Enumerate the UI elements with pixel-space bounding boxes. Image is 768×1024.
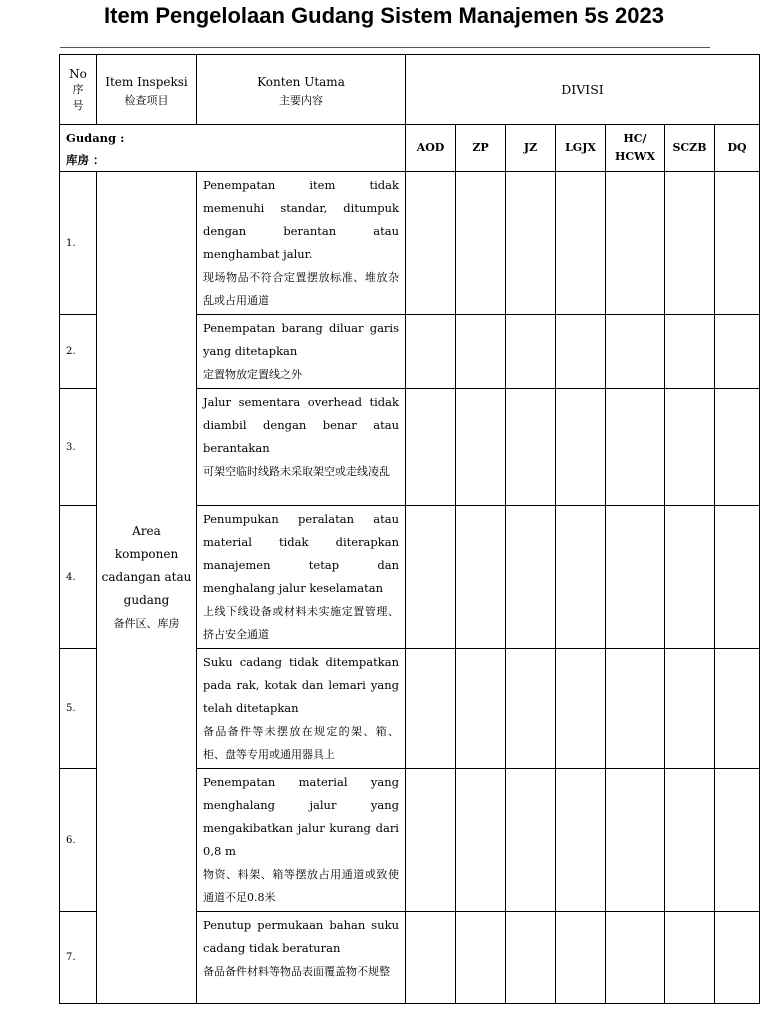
division-check-cell[interactable] [456,769,506,912]
konten-zh: 主要内容 [279,93,323,107]
konten-text-zh: 可架空临时线路未采取架空或走线凌乱 [203,465,390,478]
konten-text-zh: 现场物品不符合定置摆放标准、堆放杂乱或占用通道 [203,271,399,307]
division-check-cell[interactable] [506,172,556,315]
gudang-label-zh: 库房 ： [66,153,105,167]
division-check-cell[interactable] [556,912,606,1004]
konten-text: Penempatan material yang menghalang jalur yang mengakibatkan jalur kurang dari 0,8 m [203,775,399,858]
division-check-cell[interactable] [556,649,606,769]
konten-text: Penempatan barang diluar garis yang ditetapkan [203,321,399,358]
division-check-cell[interactable] [556,769,606,912]
konten-text: Penempatan item tidak memenuhi standar, ditumpuk dengan berantan atau menghambat jalur. [203,178,399,261]
konten-cell [197,389,406,506]
division-check-cell[interactable] [456,172,506,315]
row-number: 4. [60,506,97,649]
division-check-cell[interactable] [556,389,606,506]
division-check-cell[interactable] [606,389,665,506]
no-label: No [69,66,87,81]
konten-text-zh: 物资、料架、箱等摆放占用通道或致使通道不足0.8米 [203,868,399,904]
area-cell [97,172,197,1004]
gudang-cell [60,125,406,172]
row-number: 1. [60,172,97,315]
no-zh-1: 序 [72,82,84,96]
konten-label: Konten Utama [257,74,345,89]
division-code: AOD [416,141,445,154]
division-check-cell[interactable] [665,506,715,649]
division-check-cell[interactable] [506,649,556,769]
division-check-cell[interactable] [406,649,456,769]
division-check-cell[interactable] [606,172,665,315]
gudang-row [60,125,760,172]
item-label: Item Inspeksi [105,74,188,89]
konten-text-zh: 备品备件等未摆放在规定的架、箱、柜、盘等专用或通用器具上 [203,725,399,761]
konten-cell [197,912,406,1004]
division-check-cell[interactable] [506,912,556,1004]
division-check-cell[interactable] [606,769,665,912]
division-check-cell[interactable] [456,389,506,506]
row-number: 3. [60,389,97,506]
item-zh: 检查项目 [124,93,169,107]
division-check-cell[interactable] [456,315,506,389]
division-check-cell[interactable] [665,389,715,506]
division-check-cell[interactable] [606,506,665,649]
division-check-cell[interactable] [715,172,760,315]
division-check-cell[interactable] [715,912,760,1004]
division-code: ZP [472,141,489,154]
division-aod [406,125,456,172]
division-lgjx [556,125,606,172]
division-check-cell[interactable] [715,389,760,506]
division-check-cell[interactable] [665,315,715,389]
division-check-cell[interactable] [556,506,606,649]
row-number: 6. [60,769,97,912]
division-check-cell[interactable] [665,769,715,912]
konten-cell [197,769,406,912]
no-zh-2: 号 [72,98,84,112]
division-check-cell[interactable] [406,315,456,389]
konten-text-zh: 上线下线设备或材料未实施定置管理、挤占安全通道 [203,605,399,641]
division-check-cell[interactable] [506,769,556,912]
konten-cell [197,172,406,315]
division-check-cell[interactable] [715,315,760,389]
konten-text: Suku cadang tidak ditempatkan pada rak, kotak dan lemari yang telah ditetapkan [203,655,399,715]
title-underline [60,47,710,48]
no-header [60,55,97,125]
division-dq [715,125,760,172]
area-label: Area komponen cadangan atau gudang [101,524,192,607]
division-check-cell[interactable] [456,649,506,769]
row-number: 2. [60,315,97,389]
konten-text-zh: 定置物放定置线之外 [203,368,302,381]
area-label-zh: 备件区、库房 [113,617,180,630]
division-check-cell[interactable] [715,769,760,912]
division-check-cell[interactable] [715,649,760,769]
division-check-cell[interactable] [606,315,665,389]
division-code: HC/ [623,132,647,145]
item-header [97,55,197,125]
division-check-cell[interactable] [606,912,665,1004]
konten-text: Penumpukan peralatan atau material tidak diterapkan manajemen tetap dan menghalang jalur keselamatan [203,512,399,595]
division-check-cell[interactable] [506,506,556,649]
division-code: SCZB [672,141,707,154]
division-code: DQ [727,141,747,154]
division-sczb [665,125,715,172]
division-code-2: HCWX [614,150,656,163]
divisi-header: DIVISI [406,55,760,125]
konten-cell [197,315,406,389]
document-title: Item Pengelolaan Gudang Sistem Manajemen 5s 2023 [104,3,664,28]
division-check-cell[interactable] [715,506,760,649]
division-check-cell[interactable] [556,315,606,389]
division-check-cell[interactable] [406,769,456,912]
division-check-cell[interactable] [456,912,506,1004]
division-check-cell[interactable] [606,649,665,769]
division-check-cell[interactable] [665,649,715,769]
division-jz [506,125,556,172]
division-check-cell[interactable] [456,506,506,649]
table-row [60,172,760,315]
division-check-cell[interactable] [406,389,456,506]
division-check-cell[interactable] [406,912,456,1004]
gudang-label: Gudang : [66,131,125,145]
konten-cell [197,506,406,649]
row-number: 7. [60,912,97,1004]
division-check-cell[interactable] [665,172,715,315]
division-check-cell[interactable] [406,172,456,315]
division-zp [456,125,506,172]
konten-text: Jalur sementara overhead tidak diambil dengan benar atau berantakan [203,395,399,455]
konten-cell [197,649,406,769]
division-check-cell[interactable] [506,389,556,506]
row-number: 5. [60,649,97,769]
division-check-cell[interactable] [506,315,556,389]
division-hc-hcwx [606,125,665,172]
division-check-cell[interactable] [406,506,456,649]
konten-text-zh: 备品备件材料等物品表面覆盖物不规整 [203,965,390,978]
konten-text: Penutup permukaan bahan suku cadang tidak beraturan [203,918,399,955]
division-code: LGJX [565,141,596,154]
division-check-cell[interactable] [665,912,715,1004]
header-row [60,55,760,125]
konten-header [197,55,406,125]
inspection-table [59,54,760,1004]
division-code: JZ [523,141,538,154]
division-check-cell[interactable] [556,172,606,315]
